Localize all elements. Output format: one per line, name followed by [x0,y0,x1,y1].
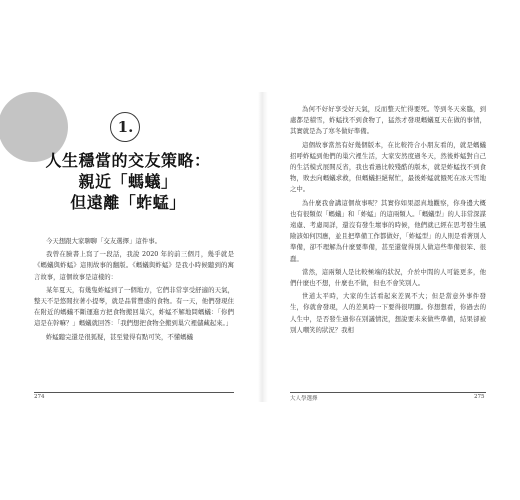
body-paragraph: 某年夏天，有幾隻蚱蜢到了一個地方，它們非常享受舒適的天氣，整天不是悠閒拉著小提琴，就是品嘗豐盛的食物。有一天，他們發現住在附近的螞蟻不斷運進方把食物搬回巢穴，蚱蜢不解地問螞蟻：「你們這是在幹嘛？」螞蟻就回答：「我們想把食物全搬到巢穴裡儲藏起來。」 [34,285,234,328]
chapter-title-line: 但遠離「蚱蜢」 [70,193,186,212]
chapter-title-line: 親近「螞蟻」 [78,172,178,191]
footer-rule-right [290,392,486,393]
body-paragraph: 蚱蜢聽完還是很狐疑，甚至覺得有點可笑，不懂螞蟻 [46,332,193,341]
body-paragraph: 當然，這兩類人是比較極端的狀況，介於中間的人可能更多，他們什麼也不想，什麼也不做，但也不會笑別人。 [290,267,486,288]
footer-rule-left [34,392,234,393]
body-paragraph: 為什麼我會講這個故事呢？其實你如果認真地觀察，你身邊大概也有很類似「螞蟻」和「蚱蜢」的這兩類人。「螞蟻型」的人非常深謀遠慮、考慮周詳，還沒有發生壞事的時候，他們就已經在思考發生風險該如何因應，並且把準備工作都做好，「蚱蜢型」的人則是看著別人準備，卻不理解為什麼要準備，甚至還覺得別人做這些準備很笨、很蠢。 [290,198,486,263]
page-number-left: 274 [34,394,45,400]
right-page-body [290,104,486,338]
chapter-title-line: 人生穩當的交友策略： [45,151,211,170]
body-paragraph: 為何不好好享受好天氣，反而整天忙得要死。等到冬天來臨，到處都是積雪，蚱蜢找不到食物了，猛然才發現螞蟻夏天在做的事情，其實就是為了寒冬做好準備。 [290,105,486,136]
book-gutter [258,92,268,402]
page-number-right: 275 [474,394,485,400]
left-page-body [34,236,234,345]
body-paragraph: 這個故事當然有好幾個版本，在比較符合小朋友看的，就是螞蟻招呼蚱蜢到他們的巢穴裡生活，大家安然度過冬天，然後蚱蜢對自己的生活模式展開反省，我也看過比較殘酷的版本，就是蚱蜢找不到食物，敗去向螞蟻求救，但螞蟻拒絕幫忙，最後蚱蜢就餓死在冰天雪地之中。 [290,140,486,194]
body-paragraph: 今天想跟大家聊聊「交友選擇」這件事。 [46,237,162,245]
chapter-number: 1. [117,118,134,136]
chapter-title [40,150,216,213]
body-paragraph: 我曾在臉書上寫了一段話，我說 2020 年的前三個月，幾乎就是《螞蟻與蚱蜢》這則故事的翻版。《螞蟻與蚱蜢》是我小時候聽到的寓言故事，這個故事是這樣的： [34,250,234,281]
running-head: 大人學選擇 [290,396,318,402]
body-paragraph: 世道太平時，大家的生活看起來差異不大；但是當意外事件發生，你就會發現，人的差異時一下要得很明顯。你想想看，你過去的人生中，是否發生過你在別議情況，想說要未來做些準備，結果卻被別人嘲笑的狀況？我相 [290,292,486,334]
